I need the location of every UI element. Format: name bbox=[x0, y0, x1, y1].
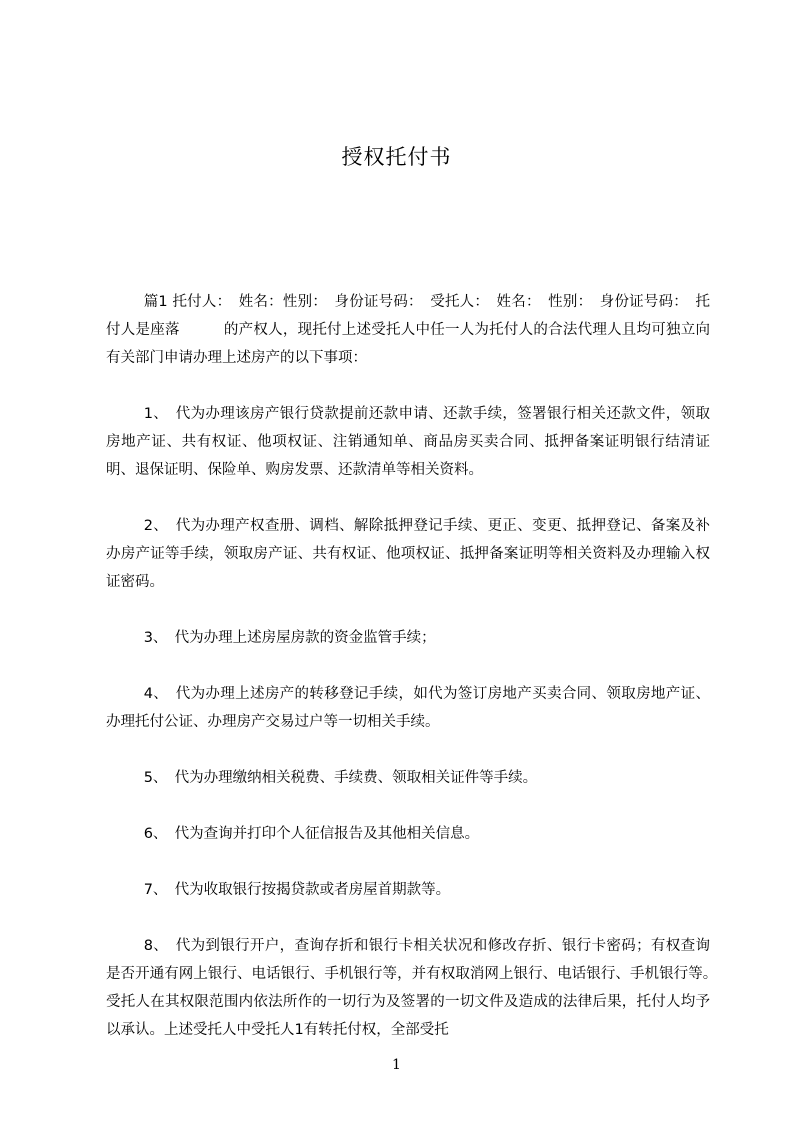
paragraph-intro: 篇1 托付人： 姓名：性别： 身份证号码： 受托人： 姓名： 性别： 身份证号码： 托付人是座落 的产权人，现托付上述受托人中任一人为托付人的合法代理人且均可独立向有关部门申请办理上述房产的以下事项： bbox=[106, 294, 710, 366]
paragraph-item-4: 4、 代为办理上述房产的转移登记手续，如代为签订房地产买卖合同、领取房地产证、办理托付公证、办理房产交易过户等一切相关手续。 bbox=[106, 686, 710, 730]
document-title: 授权托付书 bbox=[341, 145, 452, 169]
paragraph-item-5: 5、 代为办理缴纳相关税费、手续费、领取相关证件等手续。 bbox=[143, 770, 538, 786]
paragraph-item-6: 6、 代为查询并打印个人征信报告及其他相关信息。 bbox=[143, 826, 480, 842]
paragraph-item-2: 2、 代为办理产权查册、调档、解除抵押登记手续、更正、变更、抵押登记、备案及补办房产证等手续，领取房产证、共有权证、他项权证、抵押备案证明等相关资料及办理输入权证密码。 bbox=[106, 518, 710, 590]
page-number: 1 bbox=[392, 1057, 401, 1073]
paragraph-item-1: 1、 代为办理该房产银行贷款提前还款申请、还款手续，签署银行相关还款文件，领取房地产证、共有权证、他项权证、注销通知单、商品房买卖合同、抵押备案证明银行结清证明、退保证明、保险单、购房发票、还款清单等相关资料。 bbox=[106, 406, 710, 478]
document-body bbox=[106, 288, 725, 1044]
paragraph-item-7: 7、 代为收取银行按揭贷款或者房屋首期款等。 bbox=[143, 882, 451, 898]
paragraph-item-8: 8、 代为到银行开户，查询存折和银行卡相关状况和修改存折、银行卡密码；有权查询是否开通有网上银行、电话银行、手机银行等，并有权取消网上银行、电话银行、手机银行等。 受托人在其权限范围内依法所作的一切行为及签署的一切文件及造成的法律后果，托付人均予以承认。上述受托人中受托人1有转托付权，全部受托 bbox=[106, 938, 725, 1038]
paragraph-item-3: 3、 代为办理上述房屋房款的资金监管手续； bbox=[143, 630, 436, 646]
